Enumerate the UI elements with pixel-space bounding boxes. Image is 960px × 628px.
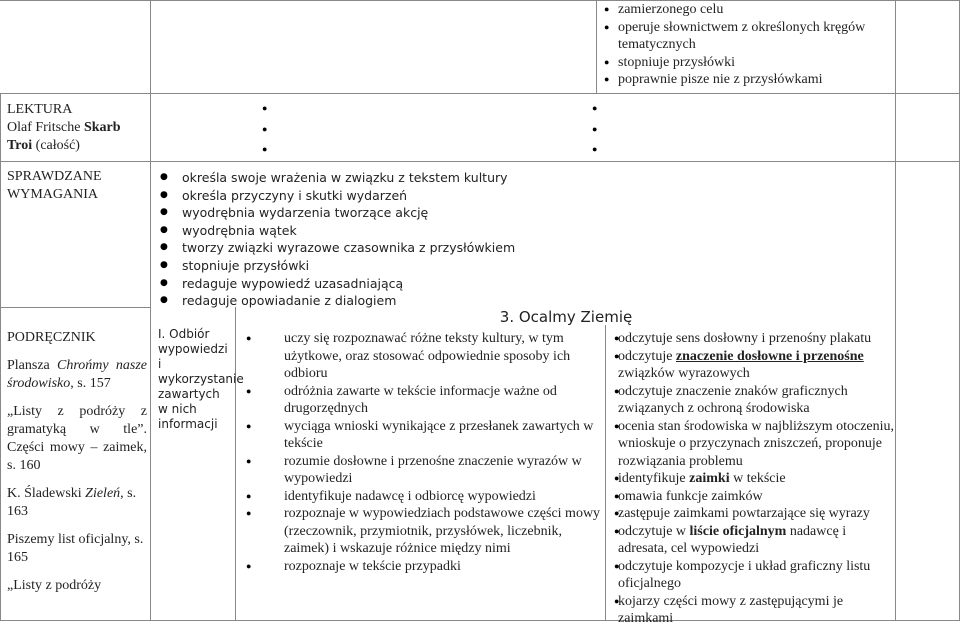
table-border: [235, 307, 236, 621]
list-item: [606, 488, 895, 506]
entry-page: , s. 163: [7, 486, 137, 519]
sprawdzane-label-cell: [7, 168, 147, 204]
list-item-text: odczytuje znaczenie znaków graficznych związanych z ochroną środowiska: [618, 383, 848, 416]
entry-prefix: K. Śladewski: [7, 486, 82, 501]
list-item-text: wyodrębnia wydarzenia tworzące akcję: [182, 205, 429, 221]
textbook-entry: [7, 577, 147, 595]
lektura-title: Skarb: [83, 120, 121, 135]
table-border: [0, 93, 1, 621]
list-item: [606, 330, 895, 348]
lektura-cell: [7, 101, 147, 155]
sprawdzane-label: SPRAWDZANE WYMAGANIA: [7, 169, 102, 202]
list-item-text: redaguje wypowiedź uzasadniającą: [182, 275, 404, 291]
lektura-title-cont: Troi: [7, 138, 33, 153]
list-item: [606, 383, 895, 418]
list-item-text: rozumie dosłowne i przenośne znaczenie wyrazów w wypowiedzi: [284, 453, 582, 486]
entry-text: „Listy z podróży z gramatyką w tle”. Części mowy – zaimek, s. 160: [7, 404, 147, 473]
list-item: [606, 505, 895, 523]
list-item-text: kojarzy części mowy z zastępującymi je zaimkami: [618, 593, 844, 626]
list-item: [238, 558, 604, 576]
table-border: [150, 0, 151, 621]
list-item: [606, 470, 895, 488]
list-item-text: w tekście: [733, 471, 786, 486]
list-item-text: odczytuje kompozycje i układ graficzny listu oficjalnego: [618, 558, 871, 591]
list-item-text: stopniuje przysłówki: [618, 54, 736, 70]
list-item-text: odczytuje sens dosłowny i przenośny plakatu: [618, 331, 872, 346]
podrecznik-cell: [7, 329, 147, 595]
textbook-entry: [7, 357, 147, 393]
bullet-icon: ●: [262, 124, 268, 134]
textbook-entry: [7, 485, 147, 521]
odbior-cell: [158, 327, 244, 432]
list-item-text: rozpoznaje w tekście przypadki: [284, 558, 461, 574]
list-item: [238, 453, 604, 488]
list-item-text: operuje słownictwem z określonych kręgów tematycznych: [618, 19, 866, 52]
list-item-text: omawia funkcje zaimków: [618, 488, 763, 504]
basic-requirements: [238, 330, 604, 575]
bullet-icon: ●: [262, 103, 268, 113]
list-item-text: określa swoje wrażenia w związku z tekstem kultury: [182, 170, 508, 185]
entry-prefix: Plansza: [7, 358, 50, 373]
list-item: [152, 239, 592, 257]
textbook-entry: [7, 403, 147, 475]
list-item-text: nadawcę i adresata, cel wypowiedzi: [618, 523, 847, 556]
list-item-text: redaguje opowiadanie z dialogiem: [182, 293, 397, 309]
list-item-text: ocenia stan środowiska w najbliższym otoczeniu, wnioskuje o przyczynach zniszczeń, proponuje rozwiązania problemu: [618, 418, 895, 469]
table-border: [0, 307, 150, 308]
list-item: [238, 488, 604, 506]
list-item: [596, 19, 895, 54]
list-item-text: odróżnia zawarte w tekście informacje ważne od drugorzędnych: [284, 383, 557, 416]
bullet-icon: ●: [592, 144, 598, 154]
lektura-label: LEKTURA: [7, 102, 73, 117]
list-item-text: poprawnie pisze nie z przysłówkami: [618, 72, 823, 87]
list-item: [238, 383, 604, 418]
section-title: [236, 308, 896, 326]
list-item-text: identyfikuje nadawcę i odbiorcę wypowiedzi: [284, 488, 536, 504]
list-item-highlight: liście oficjalnym: [689, 523, 787, 539]
list-item: [606, 558, 895, 593]
lektura-book-cont: [7, 137, 147, 155]
list-item-highlight: zaimki: [689, 471, 730, 486]
list-item: [596, 1, 895, 19]
list-item-text: wyciąga wnioski wynikające z przesłanek zawartych w tekście: [284, 418, 594, 451]
list-item: [238, 418, 604, 453]
list-item-text: identyfikuje: [618, 471, 686, 486]
entry-title: Zieleń: [85, 486, 121, 501]
list-item-text: zamierzonego celu: [618, 2, 724, 17]
list-item-highlight: znaczenie dosłowne i przenośne: [675, 348, 864, 364]
extended-requirements: [606, 330, 895, 628]
odbior-text: I. Odbiór wypowiedzi i wykorzystanie zawartych w nich informacji: [158, 327, 244, 431]
lektura-book: [7, 119, 147, 137]
list-item: [238, 330, 604, 383]
list-item-text: tworzy związki wyrazowe czasownika z przysłówkiem: [182, 240, 516, 256]
list-item-text: określa przyczyny i skutki wydarzeń: [182, 187, 408, 203]
table-border: [0, 161, 960, 162]
entry-text: Piszemy list oficjalny, s. 165: [7, 532, 144, 565]
list-item: [152, 187, 592, 205]
table-border: [0, 93, 960, 94]
list-item-text: wyodrębnia wątek: [182, 222, 297, 238]
entry-title: Chrońmy nasze środowisko: [7, 358, 147, 391]
list-item: [596, 71, 895, 89]
list-item-text: odczytuje: [618, 348, 673, 364]
list-item: [596, 54, 895, 72]
bullet-icon: ●: [262, 144, 268, 154]
textbook-entry: [7, 531, 147, 567]
list-item-text: uczy się rozpoznawać różne teksty kultury, w tym użytkowe, oraz stosować odpowiednie sposoby ich odbioru: [284, 331, 571, 381]
bullet-icon: ●: [592, 124, 598, 134]
top-right-requirements: [596, 1, 895, 89]
list-item: [238, 505, 604, 558]
bullet-icon: ●: [592, 103, 598, 113]
list-item-text: odczytuje w: [618, 523, 687, 539]
list-item: [152, 275, 592, 293]
list-item: [606, 593, 895, 628]
list-item: [606, 523, 895, 558]
list-item-text: stopniuje przysłówki: [182, 257, 310, 273]
lektura-author: Olaf Fritsche: [7, 120, 81, 135]
section-title-text: 3. Ocalmy Ziemię: [499, 308, 633, 326]
list-item: [606, 418, 895, 471]
list-item: [152, 204, 592, 222]
list-item: [152, 169, 592, 187]
list-item: [152, 257, 592, 275]
list-item-text: związków wyrazowych: [618, 366, 750, 381]
list-item-text: rozpoznaje w wypowiedziach podstawowe części mowy (rzeczownik, przymiotnik, przysłówek, liczebnik, zaimek) i wskazuje różnice między nimi: [284, 506, 601, 556]
podrecznik-label: PODRĘCZNIK: [7, 330, 96, 345]
list-item: [152, 222, 592, 240]
entry-text: „Listy z podróży: [7, 578, 102, 593]
sprawdzane-requirements: [152, 169, 592, 310]
list-item-text: zastępuje zaimkami powtarzające się wyrazy: [618, 506, 870, 521]
lektura-scope: (całość): [35, 138, 80, 153]
list-item: [606, 348, 895, 383]
entry-page: , s. 157: [70, 376, 111, 391]
